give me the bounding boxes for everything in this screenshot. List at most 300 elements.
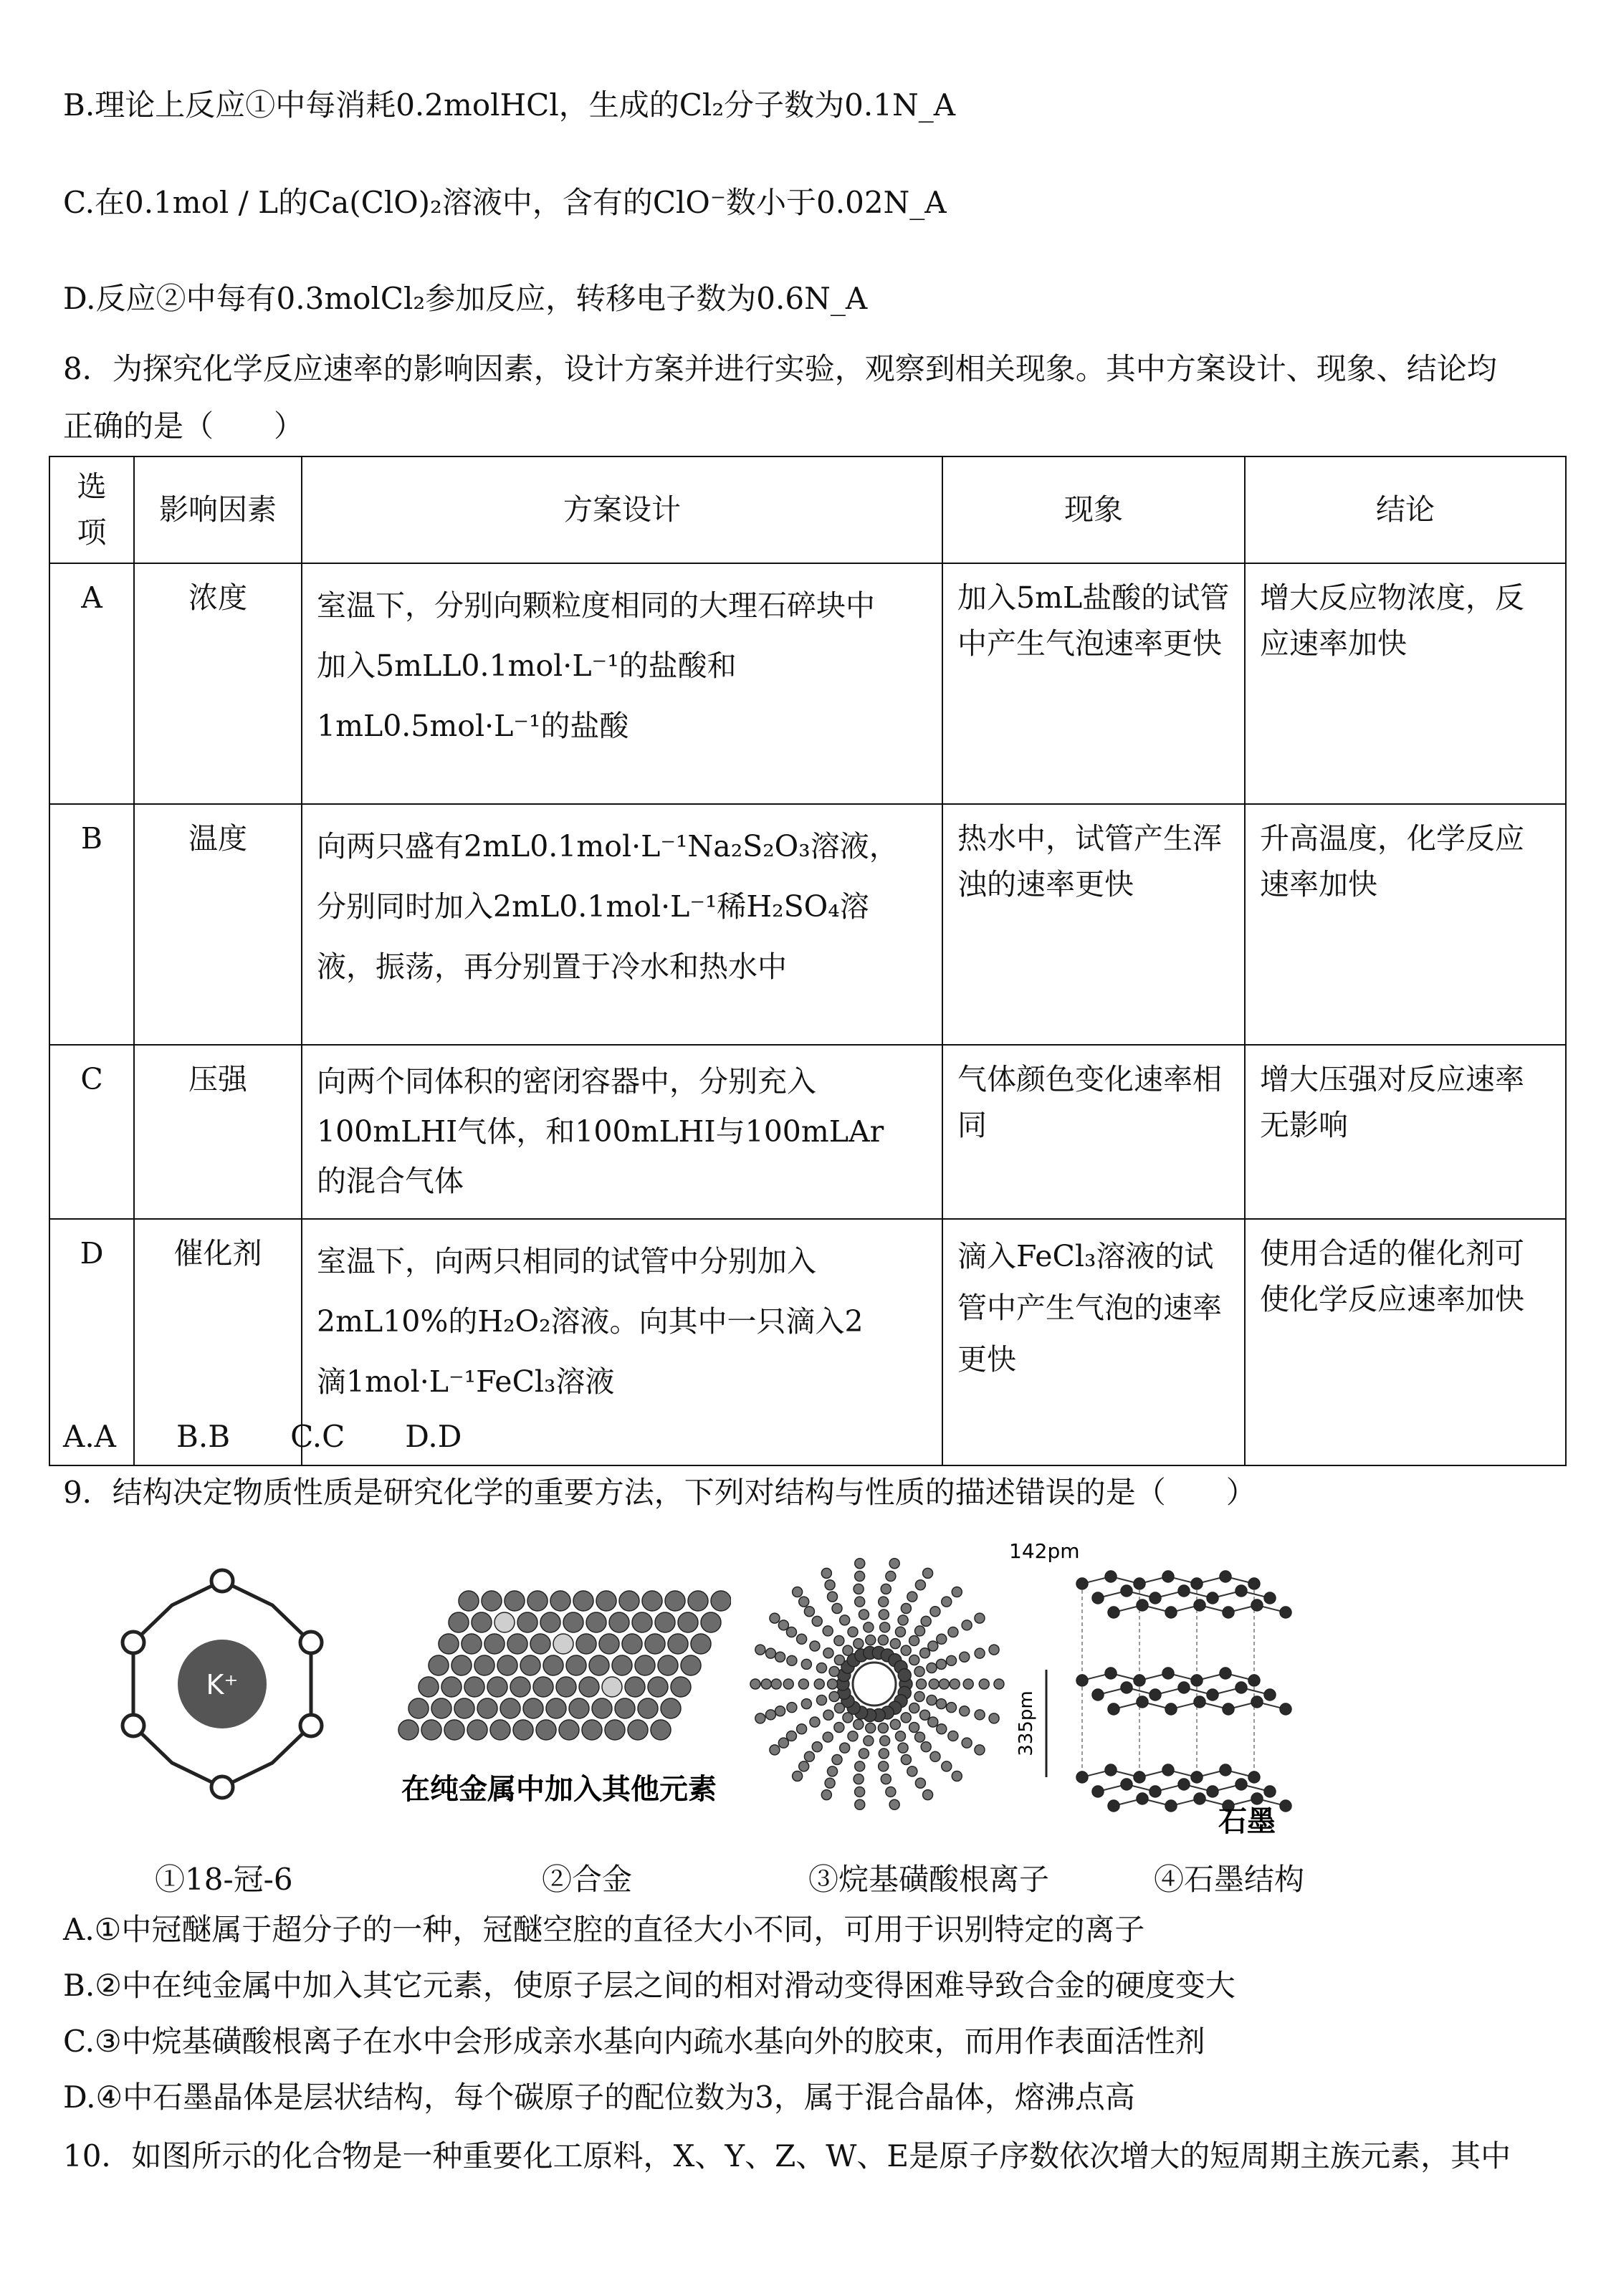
metal-atom (419, 1677, 439, 1697)
chain-bead (797, 1634, 807, 1644)
chain-bead (823, 1648, 833, 1658)
q7-option-c: C.在0.1mol / L的Ca(ClO)₂溶液中，含有的ClO⁻数小于0.02N_A (63, 185, 947, 220)
micelle-core (853, 1663, 896, 1706)
carbon-atom (1191, 1771, 1203, 1783)
metal-atom (622, 1634, 642, 1654)
chain-bead (848, 1627, 858, 1637)
chain-bead (812, 1742, 822, 1752)
chain-bead (840, 1743, 850, 1753)
row-conclusion: 增大压强对反应速率无影响 (1245, 1045, 1566, 1219)
metal-atom (527, 1591, 548, 1611)
chain-bead (901, 1755, 911, 1765)
carbon-atom (1264, 1689, 1276, 1701)
chain-bead (834, 1655, 844, 1665)
carbon-atom (1178, 1585, 1190, 1597)
design-line: 1mL0.5mol·L⁻¹的盐酸 (317, 709, 629, 744)
metal-atom (592, 1698, 612, 1718)
chain-bead (799, 1761, 809, 1771)
row-factor: 压强 (134, 1045, 302, 1219)
metal-atom (520, 1655, 540, 1675)
carbon-atom (1137, 1793, 1148, 1804)
alloy-atoms (398, 1591, 731, 1740)
carbon-atom (1220, 1668, 1231, 1679)
metal-atom (441, 1677, 462, 1697)
design-line: 分别同时加入2mL0.1mol·L⁻¹稀H₂SO₄溶 (317, 889, 869, 924)
chain-bead (915, 1580, 925, 1590)
metal-atom (658, 1655, 678, 1675)
carbon-atom (1280, 1607, 1291, 1618)
metal-atom (536, 1720, 556, 1740)
carbon-atom (1191, 1578, 1203, 1589)
metal-atom (645, 1634, 665, 1654)
chain-bead (928, 1641, 938, 1651)
chain-bead (823, 1710, 833, 1720)
design-line: 100mLHI气体，和100mLHI与100mLAr (317, 1114, 884, 1149)
chain-bead (879, 1597, 889, 1607)
chain-bead (879, 1749, 889, 1759)
chain-bead (909, 1636, 919, 1646)
q9-stem: 9．结构决定物质性质是研究化学的重要方法，下列对结构与性质的描述错误的是（ ） (63, 1475, 1256, 1510)
design-line: 室温下，分别向颗粒度相同的大理石碎块中 (317, 588, 875, 623)
chain-bead (975, 1648, 985, 1658)
metal-atom (612, 1655, 632, 1675)
chain-bead (755, 1645, 765, 1655)
chain-bead (901, 1645, 911, 1655)
table-row (49, 563, 1566, 804)
carbon-atom (1162, 1571, 1174, 1582)
metal-atom (671, 1677, 691, 1697)
chain-bead (939, 1679, 949, 1689)
metal-atom (497, 1655, 517, 1675)
metal-atom (691, 1634, 711, 1654)
carbon-atom (1207, 1689, 1218, 1701)
design-line: 加入5mLL0.1mol·L⁻¹的盐酸和 (317, 649, 737, 684)
carbon-atom (1178, 1682, 1190, 1693)
chain-bead (786, 1627, 796, 1637)
metal-atom (635, 1655, 655, 1675)
chain-bead (801, 1659, 811, 1669)
chain-bead (843, 1645, 853, 1655)
row-option: B (49, 804, 134, 1045)
metal-atom (688, 1591, 708, 1611)
metal-atom (474, 1655, 494, 1675)
chain-bead (834, 1636, 844, 1646)
metal-atom (642, 1591, 662, 1611)
chain-bead (828, 1766, 838, 1776)
chain-bead (778, 1620, 788, 1630)
metal-atom (507, 1634, 527, 1654)
chain-bead (960, 1706, 970, 1716)
caption-sulfonate: ③烷基磺酸根离子 (808, 1862, 1050, 1897)
q10-stem: 10．如图所示的化合物是一种重要化工原料，X、Y、Z、W、E是原子序数依次增大的短周期主族元素，其中 (63, 2138, 1511, 2173)
row-factor: 温度 (134, 804, 302, 1045)
chain-bead (881, 1774, 891, 1784)
metal-atom (451, 1655, 472, 1675)
k-ion-label: K⁺ (206, 1669, 239, 1701)
chain-bead (930, 1751, 940, 1761)
q8-stem-line2: 正确的是（ ） (63, 408, 305, 444)
metal-atom (449, 1612, 469, 1632)
chain-bead (866, 1723, 876, 1733)
chain-bead (832, 1755, 842, 1765)
chain-bead (895, 1731, 905, 1741)
chain-bead (854, 1639, 864, 1649)
chain-bead (864, 1622, 874, 1632)
chain-bead (765, 1648, 775, 1658)
row-design (302, 563, 942, 804)
carbon-atom (1092, 1786, 1104, 1797)
metal-atom (563, 1612, 583, 1632)
carbon-atom (1264, 1786, 1276, 1797)
row-option: D (49, 1219, 134, 1465)
layer-distance-label: 335pm (1015, 1690, 1037, 1756)
metal-atom (550, 1591, 570, 1611)
chain-bead (878, 1723, 888, 1733)
chain-bead (761, 1679, 771, 1689)
metal-atom (444, 1720, 464, 1740)
carbon-atom (1121, 1585, 1132, 1597)
chain-bead (975, 1745, 985, 1755)
table-row (49, 1045, 1566, 1219)
chain-bead (778, 1738, 788, 1748)
chain-bead (960, 1652, 970, 1662)
chain-bead (915, 1626, 925, 1636)
header-design: 方案设计 (302, 456, 942, 563)
chain-bead (975, 1710, 985, 1720)
chain-bead (810, 1641, 820, 1651)
chain-bead (843, 1713, 853, 1723)
caption-crown-ether: ①18-冠-6 (155, 1862, 293, 1897)
metal-atom (648, 1677, 668, 1697)
chain-bead (914, 1691, 924, 1701)
chain-bead (765, 1710, 775, 1720)
chain-bead (928, 1717, 938, 1727)
chain-bead (855, 1572, 865, 1582)
metal-atom (523, 1698, 543, 1718)
chain-bead (816, 1695, 826, 1706)
carbon-atom (1235, 1682, 1247, 1693)
carbon-atom (1137, 1599, 1148, 1611)
design-line: 向两个同体积的密闭容器中，分别充入 (317, 1064, 816, 1099)
carbon-atom (1076, 1578, 1088, 1589)
metal-atom (701, 1612, 721, 1632)
chain-bead (890, 1639, 900, 1649)
chain-bead (889, 1799, 899, 1809)
carbon-atom (1165, 1703, 1177, 1715)
carbon-atom (1134, 1771, 1145, 1783)
carbon-atom (1178, 1779, 1190, 1790)
chain-bead (834, 1703, 844, 1713)
chain-bead (946, 1703, 956, 1713)
metal-atom (484, 1634, 505, 1654)
carbon-atom (1194, 1599, 1205, 1611)
chain-bead (952, 1771, 962, 1781)
metal-atom (665, 1591, 685, 1611)
chain-bead (942, 1597, 952, 1607)
chain-bead (855, 1799, 865, 1809)
q9-option-c: C.③中烷基磺酸根离子在水中会形成亲水基向内疏水基向外的胶束，而用作表面活性剂 (63, 2024, 1205, 2059)
chain-bead (834, 1722, 844, 1732)
carbon-atom (1264, 1592, 1276, 1604)
chain-bead (855, 1559, 865, 1569)
chain-bead (829, 1691, 839, 1701)
carbon-atom (1223, 1607, 1234, 1618)
carbon-atom (1248, 1675, 1260, 1686)
chain-bead (975, 1613, 985, 1623)
row-factor: 催化剂 (134, 1219, 302, 1465)
metal-atom (500, 1698, 520, 1718)
carbon-atom (1251, 1793, 1263, 1804)
chain-bead (878, 1635, 888, 1645)
metal-atom (546, 1698, 566, 1718)
carbon-atom (1220, 1764, 1231, 1776)
q8-answer-options: A.A B.B C.C D.D (63, 1419, 462, 1454)
carbon-atom (1134, 1578, 1145, 1589)
metal-atom (582, 1720, 602, 1740)
chain-bead (901, 1713, 911, 1723)
metal-atom (661, 1698, 681, 1718)
metal-atom (421, 1720, 441, 1740)
chain-bead (810, 1717, 820, 1727)
bond-length-label: 142pm (1009, 1539, 1080, 1563)
q9-figures (86, 1526, 1297, 1842)
graphite-label: 石墨 (1218, 1805, 1276, 1838)
metal-atom (609, 1612, 629, 1632)
carbon-atom (1162, 1668, 1174, 1679)
chain-bead (770, 1745, 780, 1755)
carbon-atom (1092, 1689, 1104, 1701)
chain-bead (920, 1648, 930, 1658)
design-line: 滴1mol·L⁻¹FeCl₃溶液 (317, 1364, 615, 1400)
chain-bead (927, 1663, 937, 1673)
chain-bead (994, 1679, 1004, 1689)
chain-bead (816, 1663, 826, 1673)
metal-atom (576, 1634, 596, 1654)
carbon-atom (1251, 1696, 1263, 1708)
chain-bead (848, 1731, 858, 1741)
row-conclusion: 增大反应物浓度，反应速率加快 (1245, 563, 1566, 804)
metal-atom (454, 1698, 474, 1718)
carbon-atom (1248, 1771, 1260, 1783)
header-phenomenon: 现象 (942, 456, 1245, 563)
row-design (302, 804, 942, 1045)
metal-atom (462, 1634, 482, 1654)
metal-atom (431, 1698, 451, 1718)
chain-bead (914, 1667, 924, 1677)
chain-bead (989, 1713, 999, 1723)
chain-bead (855, 1597, 865, 1607)
chain-bead (929, 1679, 939, 1689)
metal-atom (517, 1612, 537, 1632)
metal-atom (490, 1720, 510, 1740)
carbon-atom (1235, 1585, 1247, 1597)
chain-bead (787, 1655, 797, 1665)
metal-atom (408, 1698, 429, 1718)
carbon-atom (1105, 1764, 1117, 1776)
chain-bead (755, 1713, 765, 1723)
chain-bead (798, 1679, 808, 1689)
chain-bead (937, 1724, 947, 1734)
design-line: 的混合气体 (317, 1164, 464, 1199)
chain-bead (829, 1667, 839, 1677)
row-conclusion: 升高温度，化学反应速率加快 (1245, 804, 1566, 1045)
carbon-atom (1092, 1592, 1104, 1604)
graphite-lattice (1076, 1571, 1291, 1812)
chain-bead (864, 1736, 874, 1746)
q9-option-a: A.①中冠醚属于超分子的一种，冠醚空腔的直径大小不同，可用于识别特定的离子 (63, 1912, 1145, 1947)
carbon-atom (1108, 1800, 1119, 1812)
chain-bead (921, 1616, 931, 1626)
carbon-atom (1194, 1793, 1205, 1804)
chain-bead (854, 1774, 864, 1784)
chain-bead (825, 1778, 835, 1788)
chain-bead (770, 1613, 780, 1623)
dopant-atom (553, 1634, 573, 1654)
chain-bead (854, 1719, 864, 1729)
chain-bead (907, 1766, 917, 1776)
metal-atom (599, 1634, 619, 1654)
chain-bead (962, 1620, 972, 1630)
q9-option-b: B.②中在纯金属中加入其它元素，使原子层之间的相对滑动变得困难导致合金的硬度变大 (63, 1968, 1235, 2003)
carbon-atom (1165, 1800, 1177, 1812)
metal-atom (589, 1655, 609, 1675)
chain-bead (962, 1738, 972, 1748)
chain-bead (936, 1699, 946, 1709)
carbon-atom (1121, 1682, 1132, 1693)
metal-atom (477, 1698, 497, 1718)
chain-bead (828, 1679, 838, 1689)
carbon-atom (1134, 1675, 1145, 1686)
header-factor: 影响因素 (134, 456, 302, 563)
table-row (49, 804, 1566, 1045)
q8-stem-line1: 8．为探究化学反应速率的影响因素，设计方案并进行实验，观察到相关现象。其中方案设计、现象、结论均 (63, 351, 1497, 386)
carbon-atom (1108, 1703, 1119, 1715)
chain-bead (866, 1635, 876, 1645)
chain-bead (823, 1732, 833, 1742)
chain-bead (786, 1731, 796, 1741)
chain-bead (812, 1616, 822, 1626)
q7-option-b: B.理论上反应①中每消耗0.2molHCl，生成的Cl₂分子数为0.1N_A (63, 87, 956, 123)
metal-atom (467, 1720, 487, 1740)
chain-bead (797, 1724, 807, 1734)
chain-bead (920, 1710, 930, 1720)
metal-atom (625, 1677, 645, 1697)
chain-bead (898, 1669, 911, 1682)
metal-atom (482, 1591, 502, 1611)
chain-bead (930, 1607, 940, 1617)
metal-atom (651, 1720, 671, 1740)
chain-bead (915, 1732, 925, 1742)
carbon-atom (1162, 1764, 1174, 1776)
row-phenomenon: 滴入FeCl₃溶液的试管中产生气泡的速率更快 (942, 1219, 1245, 1465)
carbon-atom (1165, 1607, 1177, 1618)
carbon-atom (1280, 1800, 1291, 1812)
chain-bead (855, 1786, 865, 1797)
chain-bead (840, 1615, 850, 1625)
metal-atom (510, 1677, 530, 1697)
chain-bead (936, 1659, 946, 1669)
design-line: 向两只盛有2mL0.1mol·L⁻¹Na₂S₂O₃溶液， (317, 829, 899, 864)
q8-table-header (49, 456, 1566, 563)
chain-bead (793, 1587, 803, 1597)
chain-bead (917, 1679, 927, 1689)
chain-bead (859, 1749, 869, 1759)
chain-bead (804, 1751, 814, 1761)
chain-bead (821, 1790, 831, 1800)
chain-bead (890, 1719, 900, 1729)
chain-bead (909, 1703, 919, 1713)
q8-table (49, 456, 1567, 1466)
chain-bead (898, 1743, 908, 1753)
chain-bead (979, 1679, 989, 1689)
chain-bead (948, 1731, 958, 1741)
metal-atom (505, 1591, 525, 1611)
metal-atom (655, 1612, 675, 1632)
chain-bead (927, 1695, 937, 1706)
chain-bead (801, 1699, 811, 1709)
carbon-atom (1235, 1779, 1247, 1790)
carbon-atom (1149, 1689, 1161, 1701)
carbon-atom (1220, 1571, 1231, 1582)
caption-graphite: ④石墨结构 (1154, 1862, 1305, 1897)
metal-atom (556, 1677, 576, 1697)
metal-atom (586, 1612, 606, 1632)
metal-atom (681, 1655, 701, 1675)
chain-bead (915, 1778, 925, 1788)
carbon-atom (1137, 1696, 1148, 1708)
metal-atom (638, 1698, 658, 1718)
row-option: C (49, 1045, 134, 1219)
metal-atom (459, 1591, 479, 1611)
metal-atom (668, 1634, 688, 1654)
chain-bead (923, 1568, 933, 1578)
chain-bead (799, 1597, 809, 1607)
row-phenomenon: 热水中，试管产生浑浊的速率更快 (942, 804, 1245, 1045)
chain-bead (880, 1622, 890, 1632)
chain-bead (832, 1603, 842, 1613)
chain-bead (963, 1679, 973, 1689)
row-phenomenon: 气体颜色变化速率相同 (942, 1045, 1245, 1219)
chain-bead (879, 1609, 889, 1620)
metal-atom (573, 1591, 593, 1611)
graphite-figure (1003, 1526, 1304, 1842)
chain-bead (946, 1655, 956, 1665)
chain-bead (952, 1587, 962, 1597)
chain-bead (901, 1603, 911, 1613)
metal-atom (472, 1612, 492, 1632)
chain-bead (783, 1679, 793, 1689)
metal-atom (711, 1591, 731, 1611)
carbon-atom (1207, 1786, 1218, 1797)
q9-option-d: D.④中石墨晶体是层状结构，每个碳原子的配位数为3，属于混合晶体，熔沸点高 (63, 2080, 1135, 2115)
chain-bead (775, 1652, 785, 1662)
caption-alloy: ②合金 (542, 1862, 633, 1897)
row-option: A (49, 563, 134, 804)
chain-bead (787, 1703, 797, 1713)
carbon-atom (1076, 1675, 1088, 1686)
chain-bead (859, 1609, 869, 1620)
design-line: 液，振荡，再分别置于冷水和热水中 (317, 950, 787, 985)
metal-atom (628, 1720, 648, 1740)
carbon-atom (1076, 1771, 1088, 1783)
carbon-atom (1149, 1592, 1161, 1604)
chain-bead (989, 1645, 999, 1655)
metal-atom (513, 1720, 533, 1740)
metal-atom (540, 1612, 560, 1632)
carbon-atom (1149, 1786, 1161, 1797)
carbon-atom (1105, 1571, 1117, 1582)
row-factor: 浓度 (134, 563, 302, 804)
